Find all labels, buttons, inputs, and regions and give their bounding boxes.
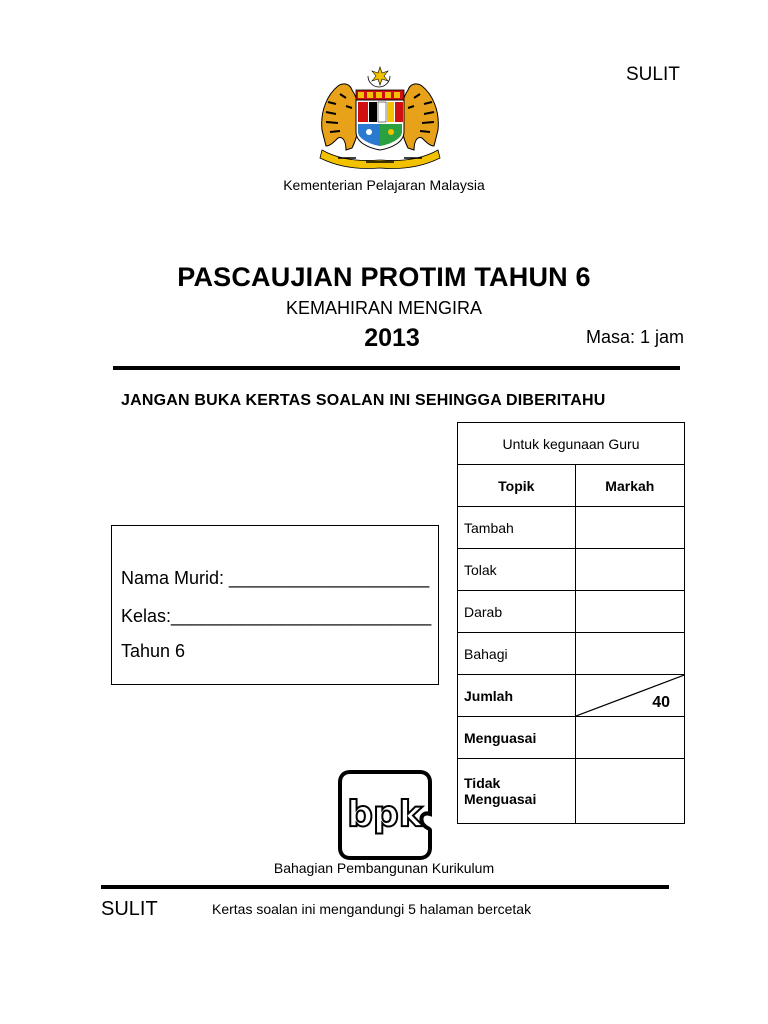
malaysia-coat-of-arms-icon — [316, 66, 444, 170]
total-label: Jumlah — [458, 675, 576, 717]
table-row — [458, 507, 685, 549]
mastered-label: Menguasai — [458, 717, 576, 759]
topic-cell: Tolak — [458, 549, 576, 591]
student-level: Tahun 6 — [121, 641, 186, 661]
classification-label-bottom: SULIT — [101, 898, 158, 920]
exam-subject: KEMAHIRAN MENGIRA — [285, 298, 483, 318]
column-header-topic: Topik — [458, 465, 576, 507]
topic-cell: Darab — [458, 591, 576, 633]
mastered-mark-cell[interactable] — [575, 717, 684, 759]
table-row — [458, 549, 685, 591]
mastered-row — [458, 717, 685, 759]
teacher-marking-table — [457, 422, 685, 824]
not-mastered-label: Tidak Menguasai — [458, 759, 576, 824]
divider-bottom — [101, 885, 669, 889]
divider-top — [113, 366, 680, 370]
column-header-marks: Markah — [575, 465, 684, 507]
table-row — [458, 633, 685, 675]
division-name: Bahagian Pembangunan Kurikulum — [273, 860, 495, 876]
total-mark-cell[interactable] — [575, 675, 684, 717]
mark-cell[interactable] — [575, 591, 684, 633]
total-row — [458, 675, 685, 717]
not-mastered-mark-cell[interactable] — [575, 759, 684, 824]
classification-label-top: SULIT — [626, 64, 680, 85]
mark-cell[interactable] — [575, 633, 684, 675]
page-count-note: Kertas soalan ini mengandungi 5 halaman bercetak — [212, 901, 532, 917]
ministry-name: Kementerian Pelajaran Malaysia — [283, 177, 485, 193]
student-name-field[interactable]: Nama Murid: ____________________ — [121, 568, 430, 588]
student-class-field[interactable]: Kelas:__________________________ — [121, 606, 432, 626]
not-mastered-row — [458, 759, 685, 824]
warning-text: JANGAN BUKA KERTAS SOALAN INI SEHINGGA DIBERITAHU — [121, 392, 606, 409]
mark-cell[interactable] — [575, 507, 684, 549]
student-details-box — [111, 525, 439, 685]
topic-cell: Tambah — [458, 507, 576, 549]
bpk-logo-text: bpk — [347, 794, 423, 835]
topic-cell: Bahagi — [458, 633, 576, 675]
total-max-marks: 40 — [652, 694, 670, 711]
bpk-logo-icon — [336, 768, 434, 860]
exam-duration: Masa: 1 jam — [586, 327, 685, 347]
table-row — [458, 591, 685, 633]
exam-year: 2013 — [364, 324, 420, 352]
marking-table-caption: Untuk kegunaan Guru — [458, 423, 685, 465]
mark-cell[interactable] — [575, 549, 684, 591]
exam-title: PASCAUJIAN PROTIM TAHUN 6 — [177, 262, 591, 292]
